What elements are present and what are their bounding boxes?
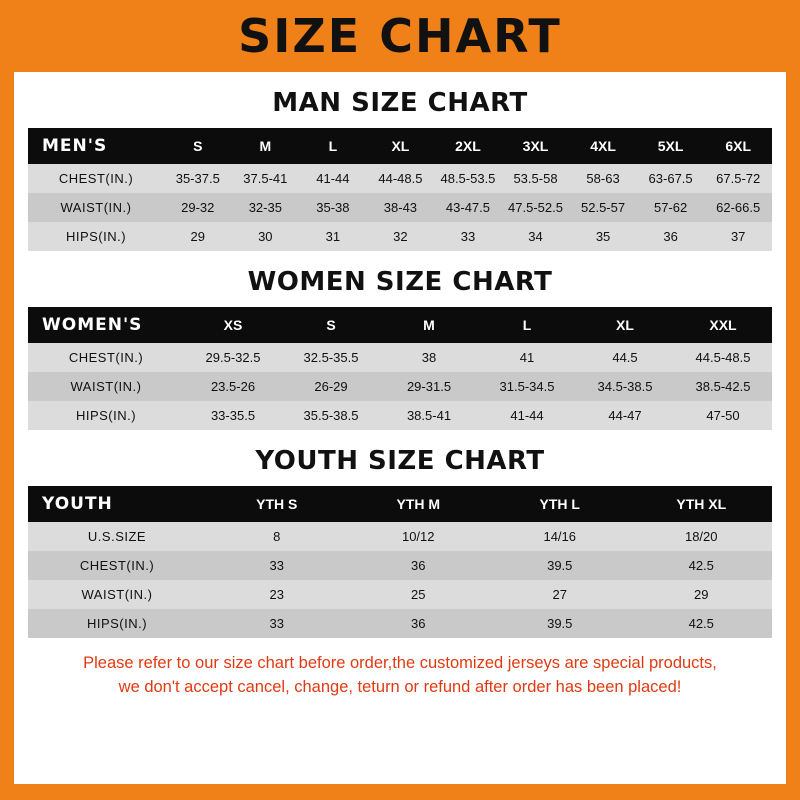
youth-header-s: YTH S [206, 486, 348, 522]
men-header-label: MEN'S [28, 128, 164, 164]
table-cell: 36 [348, 609, 490, 638]
table-cell: 14/16 [489, 522, 631, 551]
table-cell: 33 [434, 222, 502, 251]
table-cell: 43-47.5 [434, 193, 502, 222]
youth-header-m: YTH M [348, 486, 490, 522]
table-cell: 58-63 [569, 164, 637, 193]
table-cell: 36 [348, 551, 490, 580]
youth-header-xl: YTH XL [631, 486, 773, 522]
men-header-3xl: 3XL [502, 128, 570, 164]
youth-row-label-chest: CHEST(IN.) [28, 551, 206, 580]
men-header-6xl: 6XL [704, 128, 772, 164]
table-cell: 63-67.5 [637, 164, 705, 193]
men-table-header [28, 128, 772, 164]
table-cell: 36 [637, 222, 705, 251]
page-banner [0, 0, 800, 72]
table-cell: 47-50 [674, 401, 772, 430]
table-row [28, 222, 772, 251]
section-title-youth: YOUTH SIZE CHART [255, 446, 545, 476]
table-cell: 18/20 [631, 522, 773, 551]
table-row [28, 551, 772, 580]
table-row [28, 164, 772, 193]
page-title: SIZE CHART [238, 9, 562, 63]
footer-note-line1: Please refer to our size chart before order,the customized jerseys are special products, [83, 654, 717, 672]
table-cell: 38-43 [367, 193, 435, 222]
youth-header-l: YTH L [489, 486, 631, 522]
women-header-s: S [282, 307, 380, 343]
table-cell: 53.5-58 [502, 164, 570, 193]
table-header-row [28, 486, 772, 522]
table-header-row [28, 128, 772, 164]
table-cell: 34.5-38.5 [576, 372, 674, 401]
men-header-2xl: 2XL [434, 128, 502, 164]
women-row-label-hips: HIPS(IN.) [28, 401, 184, 430]
table-cell: 35-37.5 [164, 164, 232, 193]
youth-row-label-ussize: U.S.SIZE [28, 522, 206, 551]
table-cell: 62-66.5 [704, 193, 772, 222]
table-cell: 31 [299, 222, 367, 251]
table-cell: 34 [502, 222, 570, 251]
table-cell: 47.5-52.5 [502, 193, 570, 222]
women-header-l: L [478, 307, 576, 343]
table-cell: 32-35 [232, 193, 300, 222]
table-cell: 30 [232, 222, 300, 251]
table-row [28, 401, 772, 430]
women-header-xs: XS [184, 307, 282, 343]
table-cell: 41 [478, 343, 576, 372]
table-cell: 44.5 [576, 343, 674, 372]
section-title-men: MAN SIZE CHART [272, 88, 528, 118]
table-cell: 38.5-41 [380, 401, 478, 430]
table-cell: 52.5-57 [569, 193, 637, 222]
table-row [28, 372, 772, 401]
youth-header-label: YOUTH [28, 486, 206, 522]
table-cell: 38 [380, 343, 478, 372]
table-cell: 33 [206, 551, 348, 580]
table-cell: 32 [367, 222, 435, 251]
table-cell: 48.5-53.5 [434, 164, 502, 193]
table-cell: 26-29 [282, 372, 380, 401]
table-cell: 44-47 [576, 401, 674, 430]
men-header-4xl: 4XL [569, 128, 637, 164]
table-cell: 35 [569, 222, 637, 251]
table-cell: 29 [164, 222, 232, 251]
women-table-header [28, 307, 772, 343]
table-cell: 44.5-48.5 [674, 343, 772, 372]
table-cell: 57-62 [637, 193, 705, 222]
table-cell: 29-32 [164, 193, 232, 222]
table-cell: 41-44 [478, 401, 576, 430]
table-cell: 42.5 [631, 609, 773, 638]
table-cell: 41-44 [299, 164, 367, 193]
footer-note [30, 652, 770, 700]
men-row-label-hips: HIPS(IN.) [28, 222, 164, 251]
table-cell: 35-38 [299, 193, 367, 222]
men-header-s: S [164, 128, 232, 164]
table-cell: 29-31.5 [380, 372, 478, 401]
footer-note-line2: we don't accept cancel, change, teturn or refund after order has been placed! [118, 677, 682, 696]
table-cell: 25 [348, 580, 490, 609]
youth-row-label-waist: WAIST(IN.) [28, 580, 206, 609]
table-cell: 8 [206, 522, 348, 551]
table-cell: 33 [206, 609, 348, 638]
men-row-label-waist: WAIST(IN.) [28, 193, 164, 222]
table-cell: 27 [489, 580, 631, 609]
table-cell: 39.5 [489, 609, 631, 638]
women-header-xl: XL [576, 307, 674, 343]
table-cell: 29.5-32.5 [184, 343, 282, 372]
table-cell: 23 [206, 580, 348, 609]
table-cell: 31.5-34.5 [478, 372, 576, 401]
table-cell: 37 [704, 222, 772, 251]
table-cell: 35.5-38.5 [282, 401, 380, 430]
men-size-table [28, 128, 772, 251]
table-cell: 39.5 [489, 551, 631, 580]
table-cell: 10/12 [348, 522, 490, 551]
section-title-women: WOMEN SIZE CHART [247, 267, 553, 297]
table-row [28, 522, 772, 551]
table-row [28, 343, 772, 372]
women-header-m: M [380, 307, 478, 343]
youth-row-label-hips: HIPS(IN.) [28, 609, 206, 638]
youth-size-table [28, 486, 772, 638]
women-row-label-chest: CHEST(IN.) [28, 343, 184, 372]
table-cell: 33-35.5 [184, 401, 282, 430]
men-header-xl: XL [367, 128, 435, 164]
women-size-table [28, 307, 772, 430]
women-row-label-waist: WAIST(IN.) [28, 372, 184, 401]
men-header-5xl: 5XL [637, 128, 705, 164]
table-row [28, 609, 772, 638]
table-cell: 38.5-42.5 [674, 372, 772, 401]
table-cell: 42.5 [631, 551, 773, 580]
men-header-l: L [299, 128, 367, 164]
table-cell: 29 [631, 580, 773, 609]
table-row [28, 193, 772, 222]
women-header-xxl: XXL [674, 307, 772, 343]
table-cell: 23.5-26 [184, 372, 282, 401]
table-cell: 67.5-72 [704, 164, 772, 193]
table-cell: 44-48.5 [367, 164, 435, 193]
table-row [28, 580, 772, 609]
table-cell: 32.5-35.5 [282, 343, 380, 372]
chart-content [14, 88, 786, 700]
men-header-m: M [232, 128, 300, 164]
table-header-row [28, 307, 772, 343]
women-header-label: WOMEN'S [28, 307, 184, 343]
table-cell: 37.5-41 [232, 164, 300, 193]
youth-table-header [28, 486, 772, 522]
men-row-label-chest: CHEST(IN.) [28, 164, 164, 193]
